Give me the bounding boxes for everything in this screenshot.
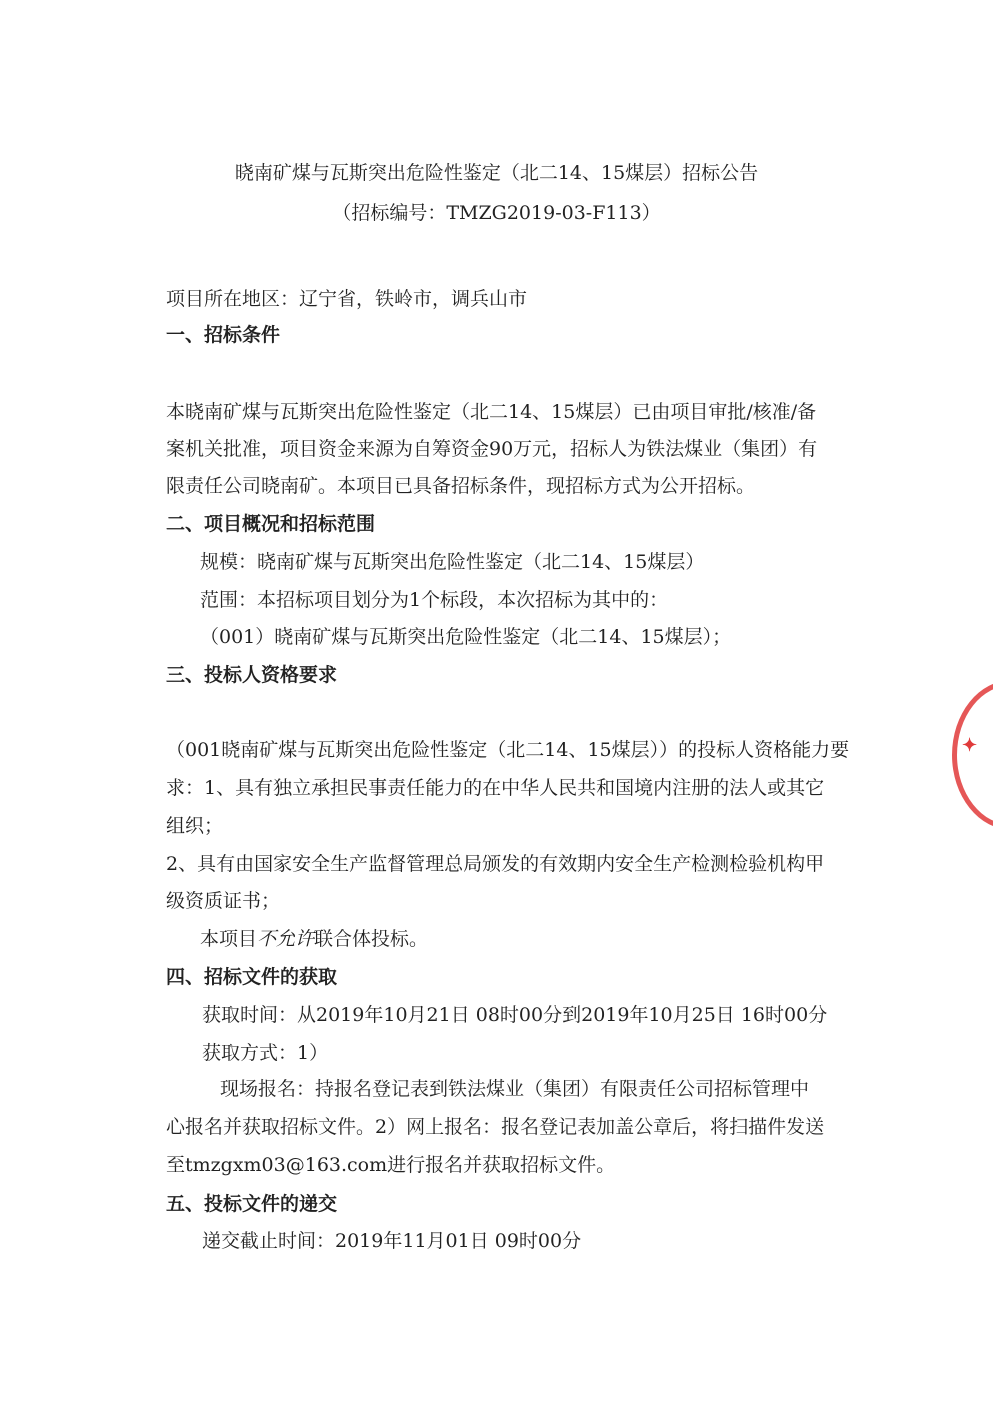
- section-3-heading: 三、投标人资格要求: [166, 664, 338, 686]
- consortium-statement: [200, 924, 428, 951]
- section-4-heading: 四、招标文件的获取: [166, 966, 338, 988]
- section-2-line: 规模：晓南矿煤与瓦斯突出危险性鉴定（北二14、15煤层）: [200, 551, 705, 573]
- section-5-heading: 五、投标文件的递交: [166, 1193, 338, 1215]
- section-4-line: 获取方式：1）: [202, 1042, 329, 1064]
- section-2-heading: 二、项目概况和招标范围: [166, 513, 376, 535]
- section-3-line: 求：1、具有独立承担民事责任能力的在中华人民共和国境内注册的法人或其它: [166, 777, 825, 799]
- seal-mark: ✦: [962, 735, 978, 756]
- consortium-prefix: 本项目: [200, 928, 258, 950]
- section-1-heading: 一、招标条件: [166, 324, 281, 346]
- section-1-line: 案机关批准，项目资金来源为自筹资金90万元，招标人为铁法煤业（集团）有: [166, 438, 818, 460]
- section-3-line: （001晓南矿煤与瓦斯突出危险性鉴定（北二14、15煤层））的投标人资格能力要: [166, 739, 850, 761]
- consortium-not-allowed: 不允许: [257, 928, 315, 950]
- section-1-line: 限责任公司晓南矿。本项目已具备招标条件，现招标方式为公开招标。: [166, 475, 756, 497]
- section-2-line: 范围：本招标项目划分为1个标段，本次招标为其中的：: [200, 589, 669, 611]
- consortium-suffix: 联合体投标。: [314, 928, 429, 950]
- section-3-line: 级资质证书；: [166, 890, 281, 912]
- section-4-line: 现场报名：持报名登记表到铁法煤业（集团）有限责任公司招标管理中: [220, 1078, 810, 1100]
- section-4-line: 获取时间：从2019年10月21日 08时00分到2019年10月25日 16时00分: [202, 1004, 828, 1026]
- section-5-line: 递交截止时间：2019年11月01日 09时00分: [202, 1230, 582, 1252]
- section-3-line: 组织；: [166, 815, 224, 837]
- section-4-line: 心报名并获取招标文件。2）网上报名：报名登记表加盖公章后，将扫描件发送: [166, 1116, 825, 1138]
- tender-number: （招标编号：TMZG2019-03-F113）: [332, 202, 661, 224]
- section-2-line: （001）晓南矿煤与瓦斯突出危险性鉴定（北二14、15煤层）；: [200, 626, 732, 648]
- section-1-line: 本晓南矿煤与瓦斯突出危险性鉴定（北二14、15煤层）已由项目审批/核准/备: [166, 401, 817, 423]
- section-4-line: 至tmzgxm03@163.com进行报名并获取招标文件。: [166, 1154, 616, 1176]
- section-3-line: 2、具有由国家安全生产监督管理总局颁发的有效期内安全生产检测检验机构甲: [166, 853, 825, 875]
- project-location: 项目所在地区：辽宁省，铁岭市，调兵山市: [166, 288, 528, 310]
- document-title: 晓南矿煤与瓦斯突出危险性鉴定（北二14、15煤层）招标公告: [234, 162, 759, 184]
